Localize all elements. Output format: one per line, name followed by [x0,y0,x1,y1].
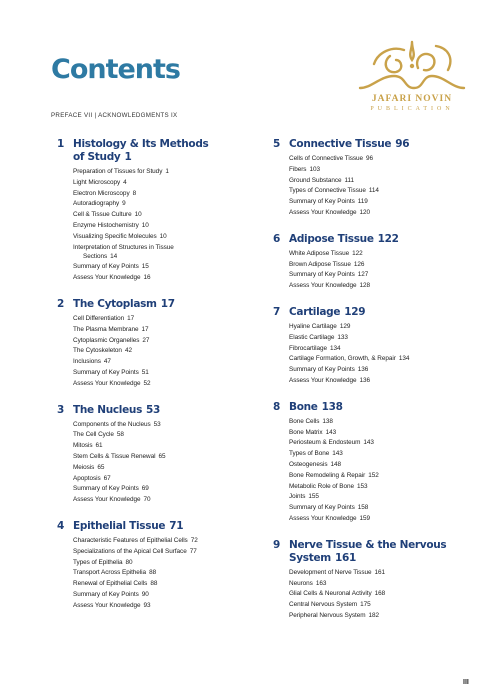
chapter-5 [273,138,483,219]
entry-page: 10 [134,211,142,219]
entry-title-line: Interpretation of Structures in Tissue [73,243,174,251]
entry-page: 128 [359,282,371,290]
toc-entry[interactable] [73,189,257,200]
entry-title: Summary of Key Points [289,271,355,279]
chapter-page: 161 [334,551,356,564]
toc-entry[interactable] [73,420,257,431]
entry-title: The Cytoskeleton [73,347,122,355]
chapter-title [289,306,365,319]
chapter-spacer [57,506,257,520]
entry-list [289,154,483,219]
chapter-title-line: Adipose Tissue [289,232,374,245]
chapter-title-line: Connective Tissue [289,138,392,150]
entry-title: White Adipose Tissue [289,249,350,257]
chapter-title [289,539,446,565]
toc-column-left [57,138,257,612]
toc-entry[interactable] [289,482,483,493]
toc-column-right [273,138,483,622]
entry-title: Light Microscopy [73,178,121,186]
chapter-spacer [273,387,483,401]
entry-page: 119 [357,198,368,206]
entry-title: Bone Cells [289,417,320,425]
entry-page: 1 [165,168,169,175]
toc-entry[interactable] [289,611,483,622]
entry-page: 72 [190,536,198,544]
toc-entry[interactable] [73,243,257,261]
toc-entry[interactable] [289,460,483,471]
entry-title: Preparation of Tissues for Study [73,168,163,175]
entry-page: 70 [143,496,151,504]
entry-page: 159 [359,514,371,522]
entry-title: Components of the Nucleus [73,420,151,428]
toc-entry[interactable] [289,197,483,208]
entry-title: Ground Substance [289,176,342,184]
entry-page: 143 [325,428,337,436]
entry-list [73,314,257,390]
toc-entry[interactable] [73,314,257,325]
chapter-number: 3 [57,403,65,416]
chapter-7 [273,306,483,387]
chapter-title-line: System [289,551,331,564]
entry-title: Metabolic Role of Bone [289,482,354,490]
toc-entry[interactable] [289,249,483,260]
toc-entry[interactable] [289,176,483,187]
entry-page: 122 [352,249,363,257]
entry-list [289,322,483,387]
entry-page: 96 [366,155,374,162]
toc-entry[interactable] [289,281,483,292]
entry-page: 88 [149,569,157,577]
toc-entry[interactable] [73,547,257,558]
entry-title: Development of Nerve Tissue [289,568,372,576]
toc-entry[interactable] [73,325,257,336]
toc-entry[interactable] [73,452,257,463]
page-title: Contents [51,54,181,85]
toc-entry[interactable] [289,449,483,460]
entry-page: 155 [308,493,319,501]
toc-entry[interactable] [73,568,257,579]
chapter-page: 71 [169,519,184,532]
toc-entry[interactable] [73,178,257,189]
entry-list [289,249,483,292]
entry-page: 14 [110,252,118,260]
entry-list [289,417,483,525]
toc-entry[interactable] [289,154,483,165]
chapter-title-line: The Nucleus [73,403,143,416]
entry-title: Summary of Key Points [289,366,355,374]
toc-entry[interactable] [289,471,483,482]
toc-entry[interactable] [289,589,483,600]
chapter-number: 4 [57,519,65,532]
toc-entry[interactable] [289,260,483,271]
entry-title: Assess Your Knowledge [73,601,141,609]
toc-entry[interactable] [73,579,257,590]
chapter-page: 129 [344,305,366,318]
entry-page: 65 [97,463,105,471]
publisher-name: JAFARI NOVIN [371,94,453,104]
entry-page: 175 [360,601,371,609]
chapter-title-line: Cartilage [289,305,341,318]
toc-entry[interactable] [289,600,483,611]
entry-page: 138 [322,417,333,425]
toc-entry[interactable] [289,344,483,355]
entry-page: 88 [150,580,158,588]
page-number: III [463,679,469,686]
entry-page: 161 [374,568,385,576]
entry-title: Assess Your Knowledge [73,379,141,387]
chapter-page: 138 [321,400,343,413]
toc-entry[interactable] [289,492,483,503]
entry-title: Cell & Tissue Culture [73,211,132,219]
entry-title: Osteogenesis [289,460,328,468]
toc-entry[interactable] [289,165,483,176]
entry-page: 51 [141,368,149,376]
entry-page: 152 [368,471,379,479]
chapter-title-line: The Cytoplasm [73,297,157,310]
chapter-spacer [273,525,483,539]
toc-entry[interactable] [289,514,483,525]
chapter-title-line: of Study [73,151,121,163]
entry-page: 27 [142,336,150,344]
entry-title: Types of Bone [289,450,330,458]
chapter-8 [273,401,483,525]
toc-entry[interactable] [289,568,483,579]
toc-entry[interactable] [73,199,257,210]
toc-entry[interactable] [73,167,257,178]
chapter-heading[interactable] [57,404,257,417]
chapter-title [73,138,209,164]
entry-title: Types of Epithelia [73,558,123,566]
entry-page: 80 [125,558,133,566]
entry-title: Glial Cells & Neuronal Activity [289,590,372,598]
entry-list [73,167,257,284]
entry-title: Fibers [289,165,307,173]
entry-title: Bone Matrix [289,428,323,436]
entry-title: Enzyme Histochemistry [73,221,139,229]
chapter-6 [273,233,483,292]
chapter-title-line: Histology & Its Methods [73,138,209,150]
chapter-heading[interactable] [273,233,483,246]
toc-entry[interactable] [73,273,257,284]
publisher-logo-icon [352,36,472,94]
entry-title: Summary of Key Points [73,590,139,598]
chapter-number: 9 [273,538,281,551]
entry-title: Bone Remodeling & Repair [289,471,366,479]
chapter-number: 1 [57,138,65,150]
toc-entry[interactable] [73,221,257,232]
chapter-heading[interactable] [57,298,257,311]
entry-title: Assess Your Knowledge [73,496,141,504]
entry-page: 136 [357,366,369,374]
toc-entry[interactable] [289,376,483,387]
entry-page: 143 [332,450,343,458]
entry-page: 9 [122,200,126,208]
toc-entry[interactable] [73,474,257,485]
chapter-2 [57,298,257,390]
entry-page: 16 [143,274,151,282]
entry-title: Brown Adipose Tissue [289,260,351,268]
entry-page: 42 [124,347,132,355]
chapter-page: 53 [146,403,161,416]
entry-page: 114 [368,187,379,195]
chapter-heading[interactable] [273,401,483,414]
entry-title: Central Nervous System [289,601,358,609]
entry-title: Autoradiography [73,200,120,208]
toc-entry[interactable] [289,270,483,281]
chapter-title [73,520,183,533]
chapter-title [289,138,409,151]
entry-title: Assess Your Knowledge [289,282,357,290]
entry-title: Inclusions [73,358,101,366]
chapter-title [73,404,160,417]
entry-page: 127 [357,271,369,279]
entry-title: Summary of Key Points [73,368,139,376]
toc-entry[interactable] [289,208,483,219]
toc-entry[interactable] [289,354,483,365]
entry-page: 134 [330,344,341,352]
entry-title: Transport Across Epithelia [73,569,147,577]
entry-page: 17 [127,314,135,322]
publisher-logo [352,36,472,120]
chapter-spacer [57,390,257,404]
toc-entry[interactable] [73,601,257,612]
entry-page: 111 [344,176,355,184]
entry-title: Electron Microscopy [73,189,130,197]
chapter-number: 2 [57,297,65,310]
toc-entry[interactable] [73,558,257,569]
entry-title: Assess Your Knowledge [289,514,357,522]
chapter-title-line: Epithelial Tissue [73,519,166,532]
entry-title: Summary of Key Points [73,263,139,271]
toc-entry[interactable] [289,186,483,197]
chapter-title [73,298,175,311]
toc-entry[interactable] [289,428,483,439]
entry-page: 4 [123,178,127,186]
toc-entry[interactable] [73,430,257,441]
chapter-number: 6 [273,232,281,245]
chapter-1 [57,138,257,284]
entry-page: 93 [143,601,151,609]
entry-page: 53 [153,420,161,428]
chapter-page: 1 [124,151,132,163]
entry-page: 153 [356,482,368,490]
entry-page: 126 [353,260,365,268]
entry-title: Elastic Cartilage [289,333,335,341]
entry-page: 103 [309,165,320,173]
chapter-heading[interactable] [273,306,483,319]
toc-entry[interactable] [73,441,257,452]
toc-entry[interactable] [73,484,257,495]
entry-page: 61 [95,442,103,450]
entry-title: Stem Cells & Tissue Renewal [73,452,156,460]
entry-title: Types of Connective Tissue [289,187,366,195]
toc-entry[interactable] [73,495,257,506]
entry-title: Fibrocartilage [289,344,328,352]
entry-page: 134 [398,355,410,363]
entry-page: 58 [116,431,124,439]
entry-title: Summary of Key Points [289,198,355,206]
entry-page: 10 [159,232,167,240]
entry-page: 90 [141,590,149,598]
entry-page: 120 [359,208,371,216]
chapter-page: 96 [395,138,410,150]
entry-title: Visualizing Specific Molecules [73,232,157,240]
entry-title-line: Sections [83,252,108,260]
entry-page: 8 [132,189,137,197]
entry-page: 163 [315,579,327,587]
entry-page: 47 [103,358,111,366]
toc-entry[interactable] [289,365,483,376]
chapter-spacer [273,292,483,306]
frontmatter-line: PREFACE VII | ACKNOWLEDGMENTS IX [51,112,178,119]
chapter-heading[interactable] [57,520,257,533]
entry-page: 182 [368,611,380,619]
entry-title: Joints [289,493,306,501]
toc-entry[interactable] [73,357,257,368]
toc-entry[interactable] [73,368,257,379]
entry-page: 17 [141,325,149,333]
entry-page: 65 [158,452,166,460]
chapter-9 [273,539,483,622]
chapter-title-line: Nerve Tissue & the Nervous [289,538,447,551]
entry-title: Peripheral Nervous System [289,611,366,619]
entry-title: Neurons [289,579,313,587]
toc-entry[interactable] [73,336,257,347]
entry-title: Assess Your Knowledge [289,208,357,216]
chapter-4 [57,520,257,612]
toc-entry[interactable] [73,346,257,357]
entry-title: Specializations of the Apical Cell Surface [73,547,187,555]
chapter-page: 17 [160,297,175,310]
entry-page: 52 [143,379,151,387]
entry-page: 69 [141,485,149,493]
entry-page: 129 [339,322,351,330]
toc-entry[interactable] [289,333,483,344]
chapter-heading[interactable] [273,138,483,151]
toc-entry[interactable] [289,503,483,514]
chapter-page: 122 [377,232,399,245]
entry-title: Renewal of Epithelial Cells [73,580,148,588]
entry-title: Meiosis [73,463,95,471]
toc-entry[interactable] [73,590,257,601]
chapter-title [289,233,399,246]
chapter-3 [57,404,257,506]
toc-entry[interactable] [73,210,257,221]
entry-title: Summary of Key Points [73,485,139,493]
entry-title: Assess Your Knowledge [289,376,357,384]
chapter-title-line: Bone [289,400,318,413]
entry-title: Apoptosis [73,474,101,482]
toc-entry[interactable] [73,536,257,547]
entry-page: 168 [374,590,386,598]
entry-page: 133 [337,333,348,341]
entry-page: 15 [141,263,149,271]
entry-title: Assess Your Knowledge [73,274,141,282]
entry-page: 136 [359,376,371,384]
chapter-number: 7 [273,305,281,318]
entry-title: Characteristic Features of Epithelial Cells [73,536,188,544]
chapter-spacer [273,219,483,233]
entry-title: Mitosis [73,442,93,450]
entry-title: Periosteum & Endosteum [289,439,361,447]
entry-page: 67 [103,474,111,482]
chapter-spacer [57,284,257,298]
entry-title: Cytoplasmic Organelles [73,336,140,344]
entry-list [73,420,257,506]
entry-title: Summary of Key Points [289,504,355,512]
toc-entry[interactable] [73,379,257,390]
entry-page: 148 [330,460,341,468]
chapter-title [289,401,343,414]
toc-entry[interactable] [289,322,483,333]
entry-title: Cells of Connective Tissue [289,155,364,162]
toc-entry[interactable] [289,438,483,449]
toc-entry[interactable] [289,579,483,590]
chapter-heading[interactable] [57,138,257,164]
toc-entry[interactable] [73,232,257,243]
toc-entry[interactable] [73,463,257,474]
entry-list [289,568,483,622]
toc-entry[interactable] [73,262,257,273]
toc-entry[interactable] [289,417,483,428]
entry-page: 158 [357,504,369,512]
chapter-number: 5 [273,138,281,150]
chapter-number: 8 [273,400,281,413]
entry-title: The Plasma Membrane [73,325,139,333]
entry-list [73,536,257,612]
publisher-subtitle: PUBLICATION [370,106,454,112]
entry-title: The Cell Cycle [73,431,114,439]
entry-title: Cell Differentiation [73,314,125,322]
chapter-heading[interactable] [273,539,483,565]
entry-page: 10 [141,221,149,229]
entry-title: Hyaline Cartilage [289,322,337,330]
entry-title: Cartilage Formation, Growth, & Repair [289,355,396,363]
entry-page: 77 [189,547,197,555]
entry-page: 143 [363,439,374,447]
